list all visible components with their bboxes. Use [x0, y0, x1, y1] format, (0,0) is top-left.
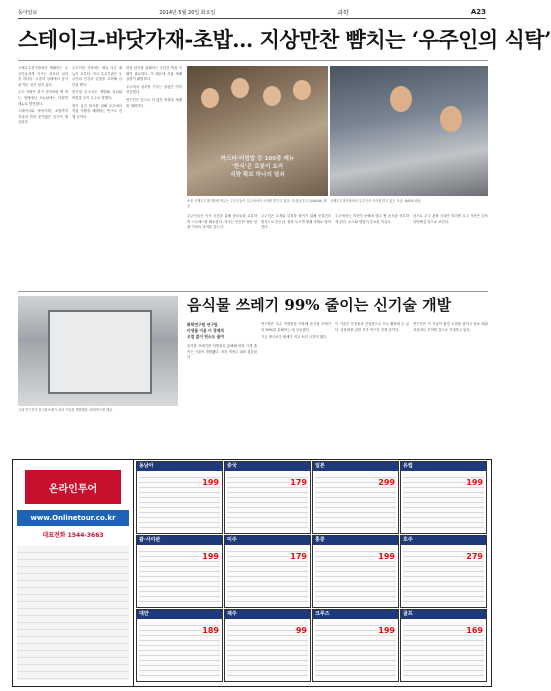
travel-advertisement: [12, 459, 492, 687]
ad-price: 199: [466, 478, 483, 487]
ad-destination-title: 유럽: [401, 462, 486, 471]
subheadline: 화학연구원 연구팀: [187, 322, 218, 327]
quote-line: 식량 확보 하나의 열쇠: [230, 172, 285, 178]
article-column: 우주인들은 식사 시간을 통해 동료들과 교류하며 스트레스를 해소한다. 식사는 단순한 영양 섭취 이상의 의미를 갖는다.: [187, 214, 257, 230]
photo-caption: 국제우주정거장에서 우주인이 식사를 하고 있는 모습. NASA 제공: [330, 199, 421, 203]
article-column: 화성 탐사를 위해서는 수년간 먹을 식량이 필요하다. 이 때문에 식물 재배 실험이 활발하다. 우주에서 상추를 키우는 실험은 이미 성공했다. 연구진은 앞으로 더 많은 작물을 재배할 계획이다.: [126, 66, 182, 108]
issue-date: 2014년 5월 20일 화요일: [159, 9, 216, 16]
subheadline: 미생물 이용 이 경제적: [187, 328, 224, 333]
ad-destination-title: 일본: [313, 462, 398, 471]
section-label: 과학: [337, 9, 349, 17]
ad-price: 199: [378, 552, 395, 561]
ad-destination-cell: [224, 535, 311, 608]
astronaut-meal-photo: [330, 66, 488, 196]
article-column: 이 기술은 가정용과 산업용으로 모두 활용할 수 있다. 상용화를 위한 후속 연구가 진행 중이다.: [335, 322, 409, 332]
article-column: 우주에서는 미각이 둔해져 맵고 짠 음식을 선호하게 된다. 소스와 양념이 중요한 이유다.: [335, 214, 409, 224]
page-header: [18, 6, 486, 19]
ad-price: 179: [290, 478, 307, 487]
subheadlines: [187, 322, 257, 340]
ad-destination-title: 동남아: [137, 462, 222, 471]
article-column: 음식물 쓰레기를 미생물로 분해해 양을 크게 줄이는 기술이 개발됐다. 처리 비용도 대폭 절감된다.: [187, 344, 257, 360]
ad-price: 279: [466, 552, 483, 561]
ad-destination-title: 크루즈: [313, 610, 398, 619]
ad-destination-title: 대만: [137, 610, 222, 619]
ad-destination-title: 중국: [225, 462, 310, 471]
ad-url-link[interactable]: www.Onlinetour.co.kr: [17, 510, 129, 526]
ad-destination-cell: [224, 461, 311, 534]
ad-listing: [17, 546, 129, 680]
ad-price: 179: [290, 552, 307, 561]
ad-destination-title: 제주: [225, 610, 310, 619]
paper-name: 동아일보: [18, 9, 38, 16]
page-number: A23: [470, 8, 486, 16]
brand-logo: 온라인투어: [25, 470, 121, 504]
ad-price: 199: [378, 626, 395, 635]
ad-destination-title: 골프: [401, 610, 486, 619]
article-column: 우주식은 무게와 부피를 줄이기 위해 동결건조 방식으로 만든다. 물을 부으면 원래 상태로 돌아간다.: [261, 214, 331, 230]
article-column: 국제우주정거장에서 생활하는 우주인들에게 식사는 중요한 일과 중 하나다. 무중력 상태에서 음식을 먹는 것은 쉽지 않다. 우주 식량은 과거 치약처럼 짜 먹는 형태에서 오늘날에는 다양한 메뉴로 발전했다. 스테이크와 바닷가재, 초밥까지 지상의 만찬 못지않은 음식이 제공된다.: [18, 66, 68, 125]
headline-divider: [18, 60, 488, 61]
photo-caption: 소종 국제우주정거장에 머무는 우주인들이 우주에서의 식사를 즐기고 있다. 미 항공우주국(NASA) 제공: [187, 199, 327, 208]
ad-price: 299: [378, 478, 395, 487]
quote-line: ‘한식’은 로봇이 요리: [231, 164, 284, 170]
ad-destination-cell: [136, 609, 223, 682]
main-headline: 스테이크-바닷가재-초밥… 지상만찬 뺨치는 ‘우주인의 식탁’: [18, 27, 551, 52]
ad-destination-title: 미주: [225, 536, 310, 545]
food-waste-equipment-photo: [18, 296, 178, 406]
ad-price: 169: [466, 626, 483, 635]
ad-destination-cell: [400, 461, 487, 534]
article-column: 우주인의 식탁에는 매일 다른 메뉴가 오른다. 각국 우주기관은 우주인의 건강과 입맛을 고려해 식단을 짠다. 한국형 우주식도 개발돼 김치와 비빔밥 등이 우주로 향했다. 장기 유인 탐사를 위해 우주에서 직접 식량을 재배하는 연구도 진행 중이다.: [72, 66, 122, 119]
ad-price: 199: [202, 552, 219, 561]
ad-destination-title: 괌·사이판: [137, 536, 222, 545]
ad-price: 189: [202, 626, 219, 635]
ad-destination-cell: [400, 609, 487, 682]
photo-caption: 국내 연구진이 음식물쓰레기 처리 기술을 개발했다. 화학연구원 제공: [18, 408, 113, 412]
ad-destination-cell: [224, 609, 311, 682]
ad-destination-cell: [312, 609, 399, 682]
article-column: 앞으로 우주 관광 시대가 열리면 우주 식단은 더욱 다양해질 것으로 보인다.: [413, 214, 488, 224]
ad-phone: 대표전화 1544-3663: [42, 532, 104, 539]
ad-destination-cell: [136, 461, 223, 534]
quote-line: 파스타·비빔밥 등 100종 메뉴: [220, 156, 295, 162]
section-divider: [18, 291, 488, 292]
ad-destination-title: 홍콩: [313, 536, 398, 545]
ad-destination-cell: [400, 535, 487, 608]
subheadline: 오염 없이 탄소도 줄여: [187, 334, 224, 339]
article-column: 연구진은 이 기술이 환경 오염을 줄이고 탄소 배출 저감에도 기여할 것으로 기대하고 있다.: [413, 322, 488, 332]
ad-price: 99: [295, 626, 307, 635]
ad-destination-cell: [312, 535, 399, 608]
ad-brand-panel: [13, 460, 134, 686]
ad-price: 199: [202, 478, 219, 487]
second-headline: 음식물 쓰레기 99% 줄이는 신기술 개발: [187, 296, 452, 314]
ad-destination-cell: [136, 535, 223, 608]
article-column: 연구팀은 특수 미생물을 이용해 음식물 쓰레기의 99%를 분해하는 데 성공했다. 기존 방식보다 냄새가 적고 처리 시간이 짧다.: [261, 322, 331, 340]
photo-pull-quote: [187, 155, 328, 195]
ad-destination-title: 호주: [401, 536, 486, 545]
ad-destination-cell: [312, 461, 399, 534]
